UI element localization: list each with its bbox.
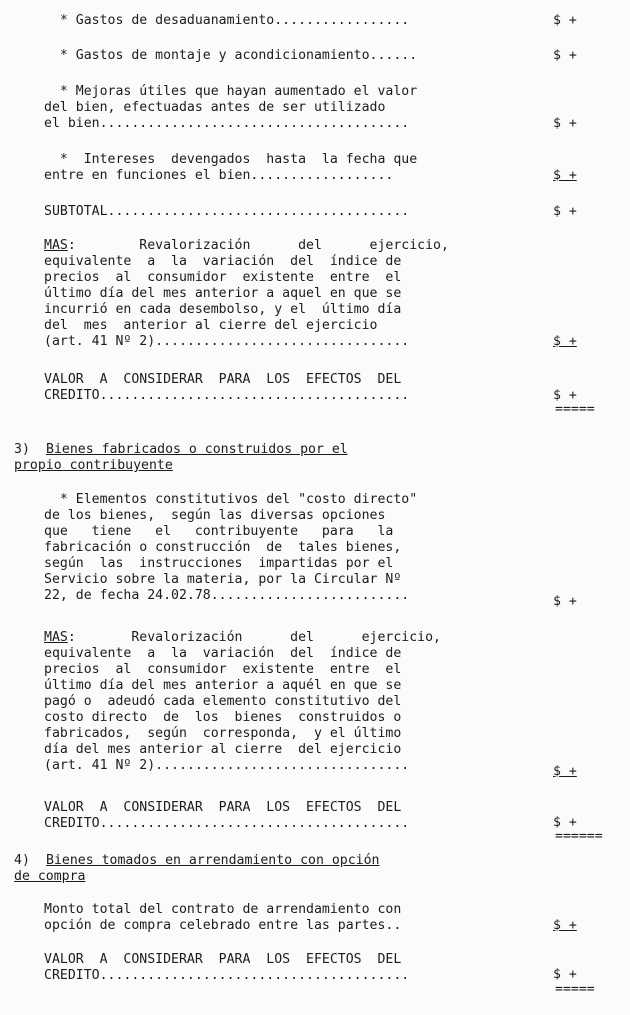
item-mejoras: * Mejoras útiles que hayan aumentado el valor del bien, efectuadas antes de ser utilizado el bien....................................... [44,84,418,131]
section-3-number: 3) [14,442,30,457]
amount-valor-1: $ + [553,388,577,403]
valor-considerar-1: VALOR A CONSIDERAR PARA LOS EFECTOS DEL CREDITO....................................... [44,372,410,403]
amount-revalorizacion-2: $ + [553,764,577,779]
amount-intereses: $ + [553,168,577,183]
section-4-title: Bienes tomados en arrendamiento con opción de compra [14,853,380,884]
mas-label: MAS [44,630,68,645]
amount-montaje: $ + [553,48,577,63]
amount-valor-2: $ + [553,815,577,830]
item-monto-contrato: Monto total del contrato de arrendamiento con opción de compra celebrado entre las partes.. [44,902,402,933]
amount-subtotal: $ + [553,204,577,219]
mas-text: : Revalorización del ejercicio, equivalente a la variación del índice de precios al consumidor existente entre el último día del mes anterior a aquél en que se pagó o adeudó cada elemento constitutivo del costo directo de los bienes construidos o fabricados, según corresponda, y el último día del mes anterior al cierre del ejercicio (art. 41 Nº 2)................................ [44,630,441,773]
item-desaduanamiento: * Gastos de desaduanamiento................. [44,13,410,28]
amount-revalorizacion-1: $ + [553,334,577,349]
valor-considerar-3: VALOR A CONSIDERAR PARA LOS EFECTOS DEL CREDITO....................................... [44,952,410,983]
section-4-heading [14,853,379,885]
valor-considerar-2: VALOR A CONSIDERAR PARA LOS EFECTOS DEL CREDITO....................................... [44,800,410,831]
item-intereses: * Intereses devengados hasta la fecha que entre en funciones el bien.................. [44,152,418,183]
section-3-heading [14,442,348,474]
section-4-number: 4) [14,853,30,868]
double-rule-3: ===== [555,982,595,997]
double-rule-2: ====== [555,829,603,844]
item-montaje: * Gastos de montaje y acondicionamiento...... [44,48,418,63]
amount-elementos: $ + [553,594,577,609]
subtotal-line: SUBTOTAL...................................... [44,204,410,219]
amount-valor-3: $ + [553,967,577,982]
mas-revalorizacion-1 [44,238,516,350]
item-elementos-costo-directo: * Elementos constitutivos del "costo directo" de los bienes, según las diversas opciones que tiene el contribuyente para la fabricación o construcción de tales bienes, según las instrucciones impartidas por el Servicio sobre la materia, por la Circular Nº 22, de fecha 24.02.78......................... [44,492,418,603]
mas-text: : Revalorización del ejercicio, equivalente a la variación del índice de precios al consumidor existente entre el último día del mes anterior a aquel en que se incurrió en cada desembolso, y el último día del mes anterior al cierre del ejercicio (art. 41 Nº 2)................................ [44,238,449,349]
double-rule-1: ===== [555,402,595,417]
mas-revalorizacion-2 [44,630,516,774]
section-3-title: Bienes fabricados o construidos por el propio contribuyente [14,442,348,473]
mas-label: MAS [44,238,68,253]
amount-mejoras: $ + [553,116,577,131]
amount-desaduanamiento: $ + [553,13,577,28]
amount-monto-contrato: $ + [553,918,577,933]
